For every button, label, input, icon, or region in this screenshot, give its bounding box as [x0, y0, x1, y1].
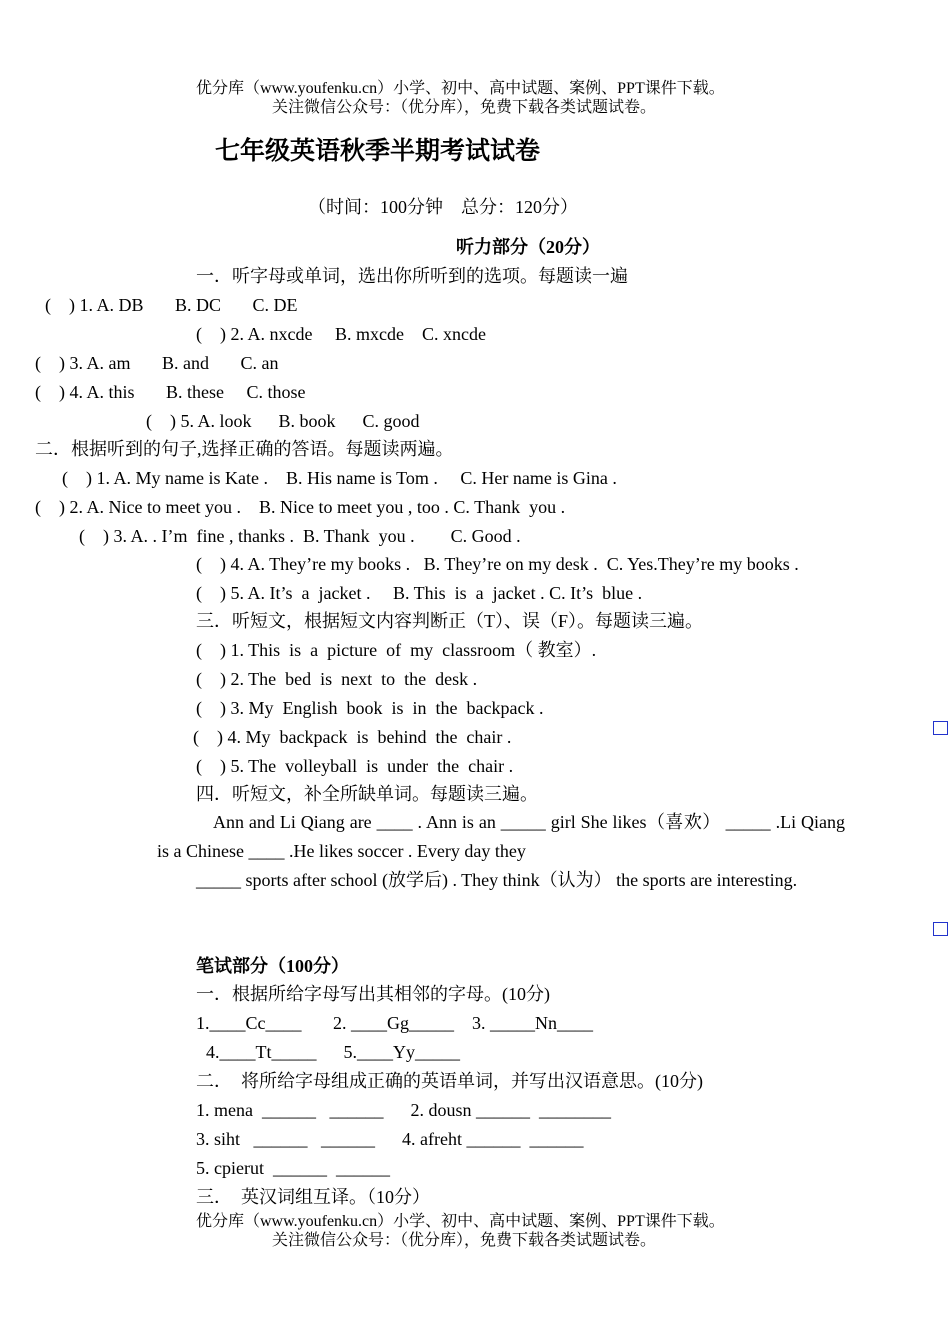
list-item: ( ) 3. A. am B. and C. an — [35, 353, 279, 373]
list-item: ( ) 5. The volleyball is under the chair . — [196, 756, 514, 776]
words-row-1: 1. mena ______ ______ 2. dousn ______ ________ — [196, 1100, 611, 1120]
written-part3-instruction: 三． 英汉词组互译。（10分） — [196, 1187, 430, 1207]
list-item: ( ) 2. A. Nice to meet you . B. Nice to meet you , too . C. Thank you . — [35, 497, 566, 517]
exam-info: （时间：100分钟 总分：120分） — [308, 197, 578, 217]
list-item: ( ) 5. A. It’s a jacket . B. This is a jacket . C. It’s blue . — [196, 583, 643, 603]
listening-part3-instruction: 三．听短文，根据短文内容判断正（T）、误（F）。每题读三遍。 — [196, 611, 704, 631]
list-item: ( ) 1. A. My name is Kate . B. His name is Tom . C. Her name is Gina . — [62, 468, 617, 488]
footer-line-1: 优分库（www.youfenku.cn）小学、初中、高中试题、案例、PPT课件下载。 — [196, 1213, 725, 1230]
written-part1-instruction: 一．根据所给字母写出其相邻的字母。(10分) — [196, 984, 550, 1004]
listening-heading: 听力部分（20分） — [456, 237, 600, 257]
letters-row-2: 4.____Tt_____ 5.____Yy_____ — [206, 1042, 460, 1062]
list-item: ( ) 2. The bed is next to the desk . — [196, 669, 478, 689]
passage-paragraph-1: Ann and Li Qiang are ____ . Ann is an _____ girl She likes（喜欢） _____ .Li Qiang is a Chinese ____ .He likes soccer . Every day they — [157, 812, 845, 861]
header-line-2: 关注微信公众号：（优分库），免费下载各类试题试卷。 — [272, 99, 657, 116]
written-part2-instruction: 二． 将所给字母组成正确的英语单词，并写出汉语意思。(10分) — [196, 1071, 703, 1091]
list-item: ( ) 3. A. . I’m fine , thanks . B. Thank you . C. Good . — [79, 526, 521, 546]
list-item: ( ) 2. A. nxcde B. mxcde C. xncde — [196, 324, 486, 344]
passage-paragraph-2: _____ sports after school (放学后) . They think（认为） the sports are interesting. — [196, 870, 798, 890]
list-item: ( ) 1. This is a picture of my classroom（ 教室）. — [196, 640, 597, 660]
list-item: ( ) 4. My backpack is behind the chair . — [193, 727, 512, 747]
list-item: ( ) 4. A. They’re my books . B. They’re on my desk . C. Yes.They’re my books . — [196, 554, 799, 574]
words-row-2: 3. siht ______ ______ 4. afreht ______ ______ — [196, 1129, 584, 1149]
listening-part4-instruction: 四．听短文，补全所缺单词。每题读三遍。 — [196, 784, 538, 804]
list-item: ( ) 4. A. this B. these C. those — [35, 382, 306, 402]
words-row-3: 5. cpierut ______ ______ — [196, 1158, 390, 1178]
margin-marker-icon — [933, 721, 948, 735]
written-heading: 笔试部分（100分） — [196, 956, 349, 976]
listening-part1-instruction: 一．听字母或单词，选出你所听到的选项。每题读一遍 — [196, 266, 628, 286]
list-item: ( ) 1. A. DB B. DC C. DE — [45, 295, 298, 315]
list-item: ( ) 5. A. look B. book C. good — [146, 411, 420, 431]
letters-row-1: 1.____Cc____ 2. ____Gg_____ 3. _____Nn____ — [196, 1013, 593, 1033]
listening-part2-instruction: 二．根据听到的句子,选择正确的答语。每题读两遍。 — [35, 439, 454, 459]
footer-line-2: 关注微信公众号：（优分库），免费下载各类试题试卷。 — [272, 1232, 657, 1249]
margin-marker-icon — [933, 922, 948, 936]
page-title: 七年级英语秋季半期考试试卷 — [215, 136, 541, 165]
header-line-1: 优分库（www.youfenku.cn）小学、初中、高中试题、案例、PPT课件下载。 — [196, 80, 725, 97]
list-item: ( ) 3. My English book is in the backpack . — [196, 698, 544, 718]
